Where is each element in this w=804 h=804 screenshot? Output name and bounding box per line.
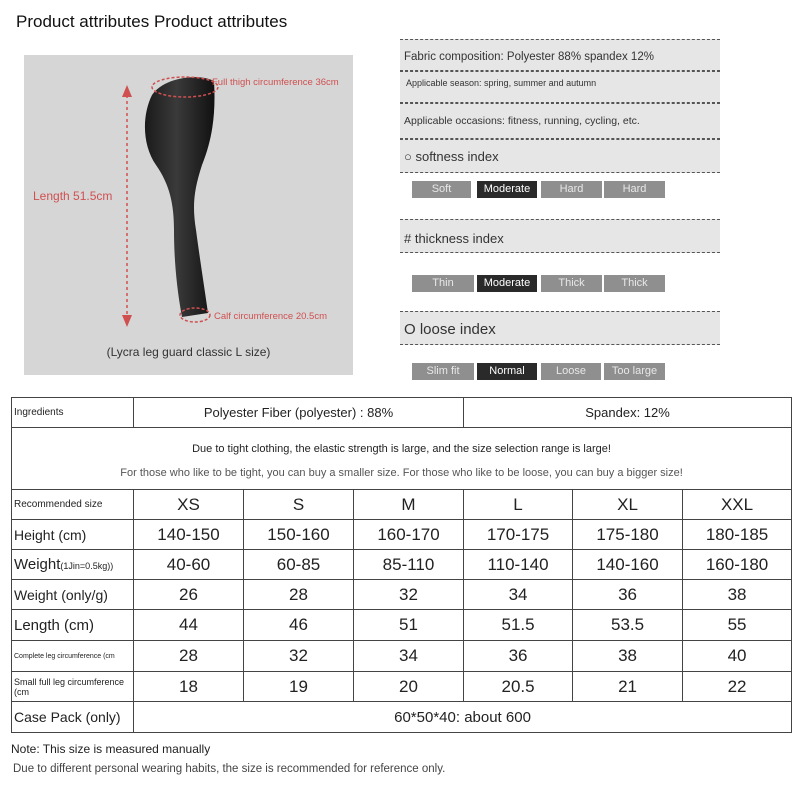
- table-row: [12, 520, 792, 550]
- table-row: [12, 641, 792, 672]
- length-arrow-bottom: [122, 315, 132, 327]
- size-header-cell: S: [244, 490, 354, 520]
- table-cell: 40-60: [134, 550, 244, 580]
- table-cell: 21: [573, 672, 683, 702]
- row-label: Length (cm): [12, 610, 134, 641]
- size-table: [11, 397, 792, 733]
- row-label: Weight (only/g): [12, 580, 134, 610]
- case-pack-row: [12, 702, 792, 733]
- length-arrow-top: [122, 85, 132, 97]
- page-title: Product attributes Product attributes: [16, 12, 288, 31]
- softness-option: Hard: [604, 181, 665, 198]
- table-cell: 175-180: [573, 520, 683, 550]
- table-cell: 85-110: [354, 550, 464, 580]
- weight-label: Weight: [14, 556, 61, 573]
- thickness-option: Thin: [412, 275, 474, 292]
- notes-cell: [12, 428, 792, 490]
- fabric-text: Fabric composition: Polyester 88% spandex 12%: [404, 51, 654, 63]
- leg-sleeve-shape: [145, 77, 215, 317]
- recommended-size-label: Recommended size: [12, 490, 134, 520]
- row-label: [12, 550, 134, 580]
- size-header-cell: XL: [573, 490, 683, 520]
- case-pack-value: 60*50*40: about 600: [134, 702, 792, 733]
- table-row: [12, 672, 792, 702]
- season-row: [400, 71, 720, 103]
- length-label: Length 51.5cm: [33, 189, 113, 203]
- calf-label: Calf circumference 20.5cm: [214, 311, 327, 322]
- thickness-option: Moderate: [477, 275, 537, 292]
- table-cell: 26: [134, 580, 244, 610]
- reference-note: Due to different personal wearing habits, the size is recommended for reference only.: [13, 763, 446, 775]
- table-cell: 28: [244, 580, 354, 610]
- table-cell: 160-180: [683, 550, 792, 580]
- table-cell: 110-140: [464, 550, 573, 580]
- size-header-cell: L: [464, 490, 573, 520]
- ingredients-row: [12, 398, 792, 428]
- softness-option: Soft: [412, 181, 471, 198]
- softness-title: ○ softness index: [404, 149, 499, 164]
- table-cell: 170-175: [464, 520, 573, 550]
- table-cell: 34: [354, 641, 464, 672]
- table-cell: 140-150: [134, 520, 244, 550]
- table-cell: 28: [134, 641, 244, 672]
- table-cell: 32: [244, 641, 354, 672]
- table-cell: 22: [683, 672, 792, 702]
- row-label: Complete leg circumference (cm: [12, 641, 134, 672]
- loose-title: O loose index: [404, 321, 496, 338]
- table-cell: 140-160: [573, 550, 683, 580]
- table-cell: 150-160: [244, 520, 354, 550]
- elastic-note: Due to tight clothing, the elastic strength is large, and the size selection range is large!: [192, 442, 611, 455]
- softness-option: Hard: [541, 181, 602, 198]
- table-cell: 180-185: [683, 520, 792, 550]
- spandex-cell: Spandex: 12%: [464, 398, 792, 428]
- table-cell: 44: [134, 610, 244, 641]
- size-header-cell: M: [354, 490, 464, 520]
- thickness-option: Thick: [541, 275, 602, 292]
- table-cell: 53.5: [573, 610, 683, 641]
- table-cell: 32: [354, 580, 464, 610]
- ingredients-label: Ingredients: [12, 398, 134, 428]
- polyester-cell: Polyester Fiber (polyester) : 88%: [134, 398, 464, 428]
- loose-option: Too large: [604, 363, 665, 380]
- table-row: [12, 550, 792, 580]
- season-text: Applicable season: spring, summer and autumn: [406, 78, 597, 88]
- size-header-cell: XS: [134, 490, 244, 520]
- table-cell: 40: [683, 641, 792, 672]
- manual-measure-note: Note: This size is measured manually: [11, 742, 211, 756]
- table-cell: 34: [464, 580, 573, 610]
- table-row: [12, 610, 792, 641]
- size-header-row: [12, 490, 792, 520]
- table-cell: 51: [354, 610, 464, 641]
- loose-option: Normal: [477, 363, 537, 380]
- table-cell: 19: [244, 672, 354, 702]
- table-row: [12, 580, 792, 610]
- table-cell: 36: [573, 580, 683, 610]
- loose-option: Slim fit: [412, 363, 474, 380]
- table-cell: 46: [244, 610, 354, 641]
- table-cell: 160-170: [354, 520, 464, 550]
- thigh-label: Full thigh circumference 36cm: [212, 77, 339, 88]
- notes-row: [12, 428, 792, 490]
- thickness-option: Thick: [604, 275, 665, 292]
- loose-header: [400, 311, 720, 345]
- size-header-cell: XXL: [683, 490, 792, 520]
- photo-caption: (Lycra leg guard classic L size): [106, 345, 271, 359]
- product-photo: [24, 55, 353, 375]
- table-cell: 36: [464, 641, 573, 672]
- occasions-row: [400, 103, 720, 139]
- softness-option: Moderate: [477, 181, 537, 198]
- row-label: Small full leg circumference (cm: [12, 672, 134, 702]
- table-cell: 60-85: [244, 550, 354, 580]
- leg-guard-illustration: [24, 55, 353, 375]
- table-cell: 20.5: [464, 672, 573, 702]
- loose-option: Loose: [541, 363, 601, 380]
- table-cell: 38: [573, 641, 683, 672]
- thickness-title: # thickness index: [404, 231, 504, 246]
- fabric-row: [400, 39, 720, 71]
- table-cell: 20: [354, 672, 464, 702]
- table-cell: 38: [683, 580, 792, 610]
- size-choice-note: For those who like to be tight, you can buy a smaller size. For those who like to be loose, you can buy a bigger size!: [120, 466, 683, 479]
- table-cell: 18: [134, 672, 244, 702]
- occasions-text: Applicable occasions: fitness, running, cycling, etc.: [404, 115, 640, 127]
- case-pack-label: Case Pack (only): [12, 702, 134, 733]
- row-label: Height (cm): [12, 520, 134, 550]
- table-cell: 51.5: [464, 610, 573, 641]
- table-cell: 55: [683, 610, 792, 641]
- thickness-header: [400, 219, 720, 253]
- softness-header: [400, 139, 720, 173]
- weight-unit-note: (1Jin=0.5kg)): [60, 561, 114, 571]
